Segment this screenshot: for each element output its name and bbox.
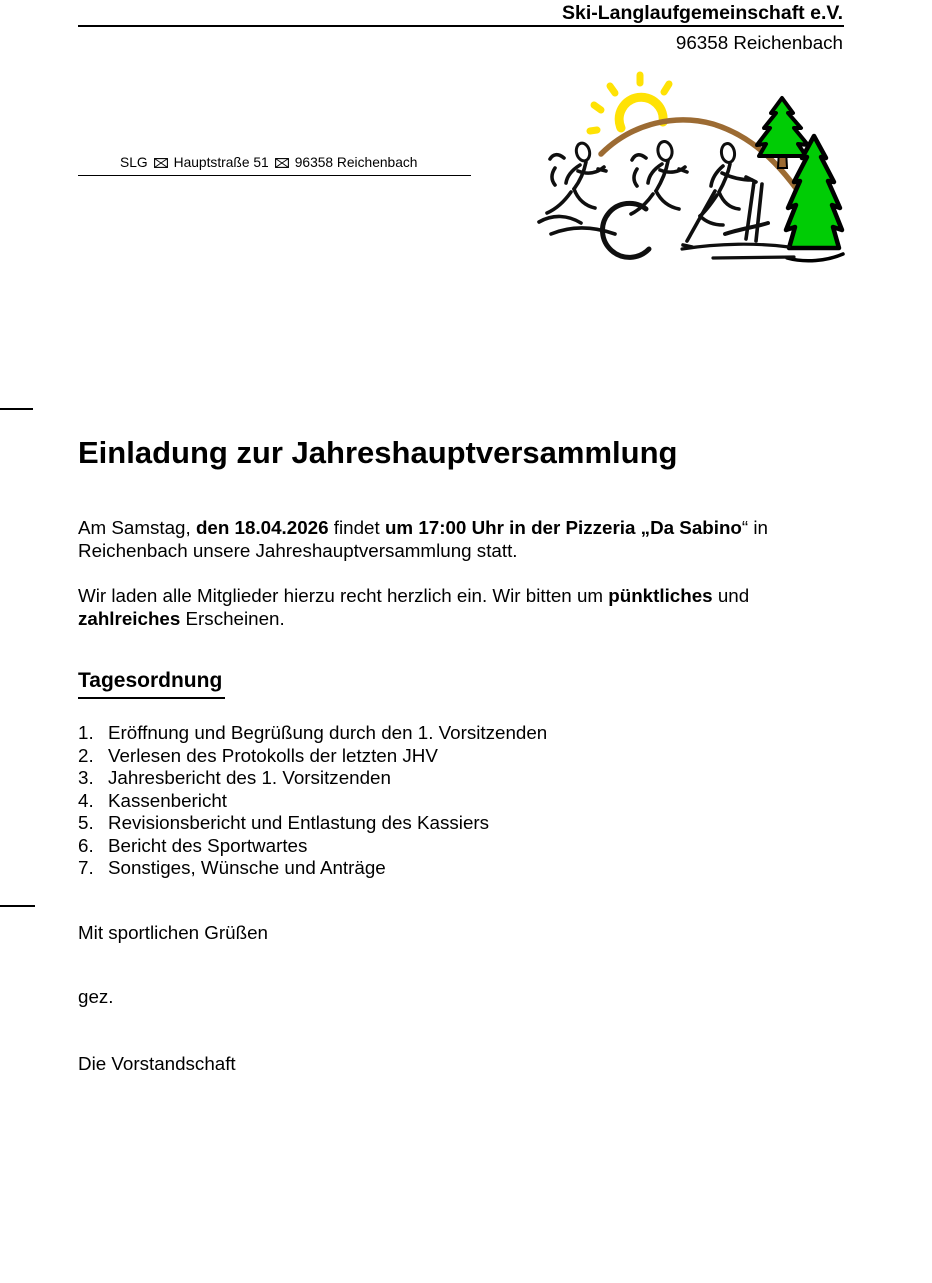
agenda-item-text: Bericht des Sportwartes	[108, 834, 308, 856]
agenda-item	[78, 790, 778, 813]
p1-text: “ in	[741, 517, 768, 538]
sender-address-line	[120, 153, 417, 172]
agenda-item	[78, 812, 778, 835]
agenda-item-number: 1.	[78, 722, 94, 743]
agenda-list	[78, 722, 778, 880]
agenda-item-number: 7.	[78, 857, 94, 878]
p1-text: Am Samstag,	[78, 517, 196, 538]
agenda-item	[78, 767, 778, 790]
p2-text: und	[712, 585, 750, 606]
org-city: 96358 Reichenbach	[675, 32, 843, 53]
closing-salutation: Mit sportlichen Grüßen	[78, 922, 268, 943]
p2-text-line2: Erscheinen.	[180, 607, 285, 629]
agenda-item	[78, 857, 778, 880]
agenda-item	[78, 835, 778, 858]
closing-signed-abbrev: gez.	[78, 986, 114, 1007]
paragraph-invitation	[78, 585, 858, 630]
p1-text: findet	[328, 517, 385, 538]
skiers	[539, 140, 794, 258]
agenda-item-text: Sonstiges, Wünsche und Anträge	[108, 857, 386, 878]
agenda-item-number: 2.	[78, 744, 94, 766]
p2-bold-puenktliches: pünktliches	[608, 585, 713, 606]
sender-name: SLG	[120, 155, 148, 170]
agenda-item-text: Jahresbericht des 1. Vorsitzenden	[108, 767, 391, 788]
p1-text-line2: Reichenbach unsere Jahreshauptversammlung statt.	[78, 539, 518, 561]
fold-mark	[0, 905, 35, 907]
org-name: Ski-Langlaufgemeinschaft e.V.	[561, 2, 843, 24]
agenda-item	[78, 745, 778, 768]
p1-time-place-bold: um 17:00 Uhr in der Pizzeria „Da Sabino	[384, 517, 742, 538]
sender-street: Hauptstraße 51	[173, 155, 269, 170]
header-rule	[78, 25, 844, 27]
fold-mark	[0, 408, 33, 410]
closing-signature: Die Vorstandschaft	[78, 1053, 236, 1074]
agenda-item-number: 5.	[78, 812, 94, 833]
sender-city: 96358 Reichenbach	[294, 155, 418, 170]
p1-date-bold: den 18.04.2026	[195, 517, 329, 538]
p2-text: Wir laden alle Mitglieder hierzu recht herzlich ein. Wir bitten um	[78, 585, 609, 606]
agenda-item-text: Eröffnung und Begrüßung durch den 1. Vorsitzenden	[108, 722, 548, 743]
envelope-icon	[154, 158, 168, 168]
sender-rule	[78, 175, 471, 176]
envelope-icon	[275, 158, 289, 168]
agenda-heading-label: Tagesordnung	[78, 668, 225, 699]
letter-title: Einladung zur Jahreshauptversammlung	[78, 435, 678, 470]
ski-clipart	[535, 62, 845, 267]
agenda-heading	[78, 668, 225, 699]
p2-bold-zahlreiches: zahlreiches	[78, 607, 181, 629]
agenda-item-number: 3.	[78, 767, 94, 788]
agenda-item-text: Kassenbericht	[108, 789, 228, 811]
agenda-item-text: Revisionsbericht und Entlastung des Kassiers	[108, 812, 490, 833]
agenda-item-text: Verlesen des Protokolls der letzten JHV	[108, 744, 438, 766]
agenda-item-number: 6.	[78, 834, 94, 856]
agenda-item	[78, 722, 778, 745]
agenda-item-number: 4.	[78, 789, 94, 811]
paragraph-date-place	[78, 517, 858, 562]
